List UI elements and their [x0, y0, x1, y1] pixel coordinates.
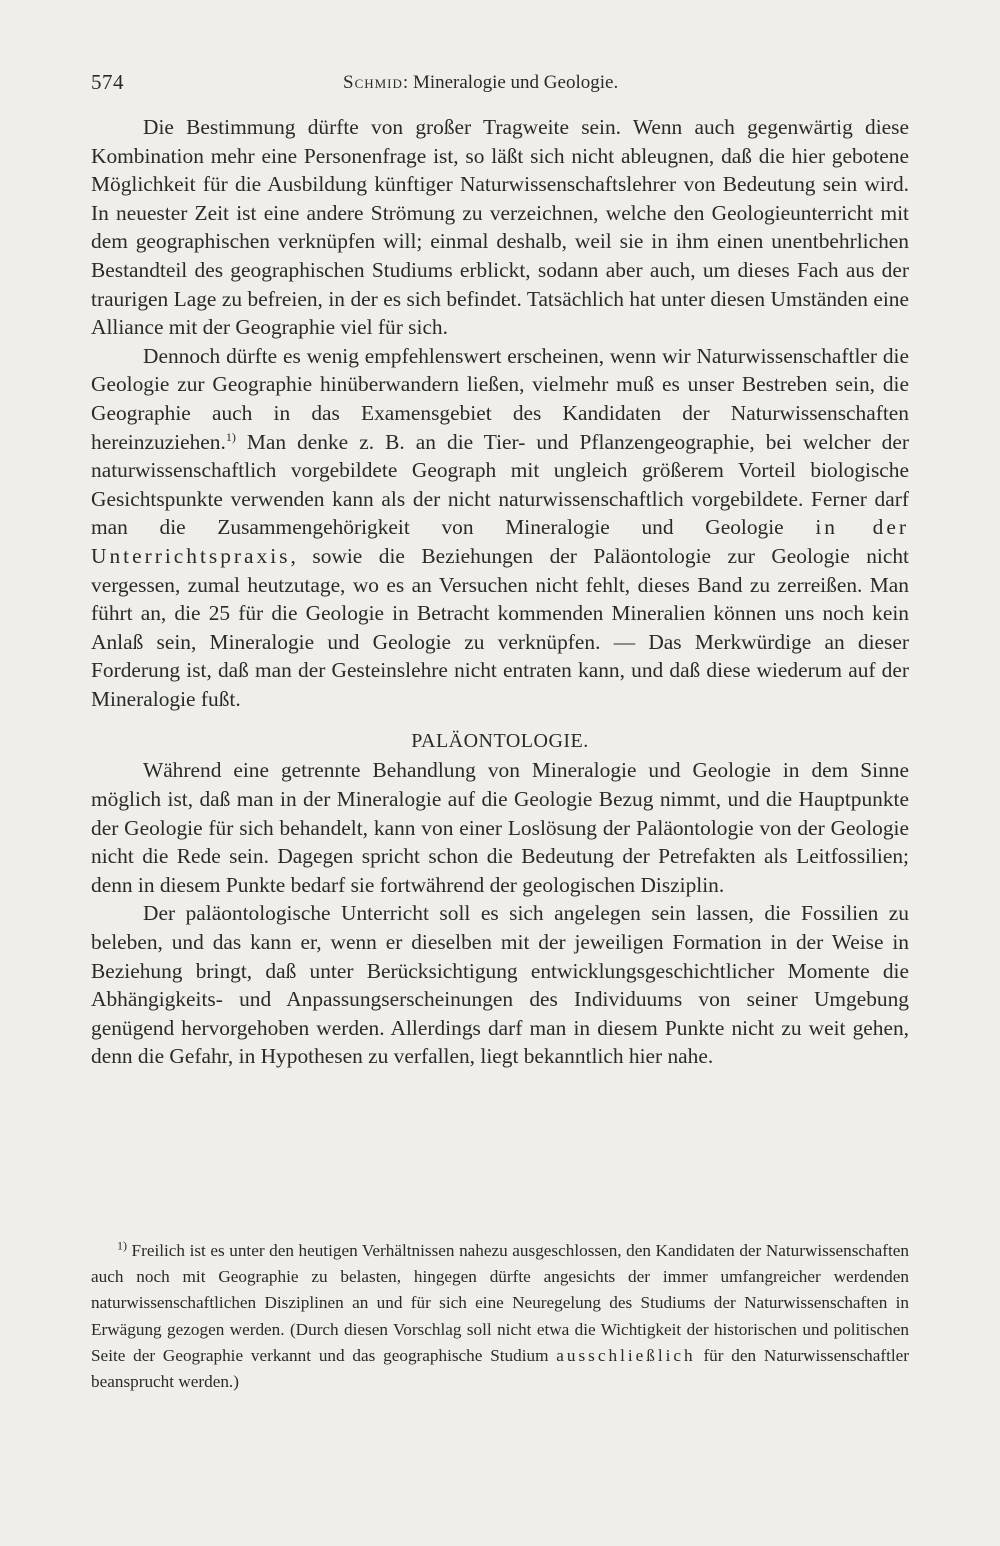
footnote-reference: 1) — [225, 429, 236, 444]
paragraph-2-part-3: , sowie die Beziehungen der Paläontologie zur Geologie nicht vergessen, zumal heutzutage, wo es an Versuchen nicht fehlt, dieses Band zu zerreißen. Man führt an, die 25 für die Geologie in Betracht kommenden Mineralien können uns noch kein Anlaß sein, Mineralogie und Geologie zu verknüpfen. — Das Merkwürdige an dieser Forderung ist, daß man der Gesteinslehre nicht entraten kann, und daß diese wiederum auf der Mineralogie fußt. — [91, 543, 909, 711]
running-head-title: Mineralogie und Geologie. — [412, 72, 619, 93]
main-text — [91, 113, 909, 1071]
paragraph-2-part-2: Man denke z. B. an die Tier- und Pflanzengeographie, bei welcher der naturwissenschaftlich vorgebildete Geograph mit ungleich größerem Vorteil biologische Gesichtspunkte verwenden kann als der nicht naturwissenschaftlich vorgebildete. Ferner darf man die Zusammengehörigkeit von Mineralogie und Geologie — [91, 429, 909, 540]
page-header — [91, 70, 911, 100]
running-head-separator: : — [402, 72, 413, 93]
footnotes — [91, 1238, 909, 1395]
paragraph-3: Während eine getrennte Behandlung von Mineralogie und Geologie in dem Sinne möglich ist, daß man in der Mineralogie auf die Geologie Bezug nimmt, und die Hauptpunkte der Geologie für sich behandelt, kann von einer Loslösung der Paläontologie von der Geologie nicht die Rede sein. Dagegen spricht schon die Bedeutung der Petrefakten als Leitfossilien; denn in diesem Punkte bedarf sie fortwährend der geologischen Disziplin. — [91, 758, 909, 897]
footnote-emphasis: ausschließlich — [556, 1345, 696, 1365]
footnote-text-1: Freilich ist es unter den heutigen Verhältnissen nahezu ausgeschlossen, den Kandidaten der Naturwissenschaften auch noch mit Geographie zu belasten, hingegen dürfte angesichts der immer umfangreicher werdenden naturwissenschaftlichen Disziplinen an und für sich eine Neuregelung des Studiums der Naturwissenschaften in Erwägung gezogen werden. (Durch diesen Vorschlag soll nicht etwa die Wichtigkeit der historischen und politischen Seite der Geographie verkannt und das geographische Studium — [91, 1241, 909, 1365]
footnote-marker: 1) — [117, 1238, 127, 1253]
running-head-author: Schmid — [343, 72, 403, 93]
running-head — [343, 72, 618, 94]
paragraph-2-part-1: Dennoch dürfte es wenig empfehlenswert erscheinen, wenn wir Naturwissenschaftler die Geologie zur Geographie hinüberwandern ließen, vielmehr muß es unser Bestreben sein, die Geographie auch in das Examensgebiet des Kandidaten der Naturwissenschaften hereinzuziehen. — [91, 343, 909, 454]
page-number: 574 — [91, 70, 124, 94]
section-heading: PALÄONTOLOGIE. — [411, 730, 589, 753]
footnote-1 — [91, 1238, 909, 1395]
footnote-text-2: für den Naturwissenschaftler beansprucht werden.) — [91, 1345, 909, 1392]
paragraph-2 — [91, 342, 909, 714]
paragraph-4: Der paläontologische Unterricht soll es sich angelegen sein lassen, die Fossilien zu beleben, und das kann er, wenn er dieselben mit der jeweiligen Formation in der Weise in Beziehung bringt, daß unter Berücksichtigung entwicklungsgeschichtlicher Momente die Abhängigkeits- und Anpassungserscheinungen des Individuums von seiner Umgebung genügend hervorgehoben werden. Allerdings darf man in diesem Punkte nicht zu weit gehen, denn die Gefahr, in Hypothesen zu verfallen, liegt bekanntlich hier nahe. — [91, 901, 909, 1069]
paragraph-1: Die Bestimmung dürfte von großer Tragweite sein. Wenn auch gegenwärtig diese Kombination mehr eine Personenfrage ist, so läßt sich nicht ableugnen, daß die hier gebotene Möglichkeit für die Ausbildung künftiger Naturwissenschaftslehrer von Bedeutung sein wird. In neuester Zeit ist eine andere Strömung zu verzeichnen, welche den Geologieunterricht mit dem geographischen verknüpfen will; einmal deshalb, weil sie in ihm einen unentbehrlichen Bestandteil des geographischen Studiums erblickt, sodann aber auch, um dieses Fach aus der traurigen Lage zu befreien, in der es sich befindet. Tatsächlich hat unter diesen Umständen eine Alliance mit der Geographie viel für sich. — [91, 115, 909, 340]
paragraph-2-emphasis: in der Unterrichtspraxis — [91, 515, 909, 568]
